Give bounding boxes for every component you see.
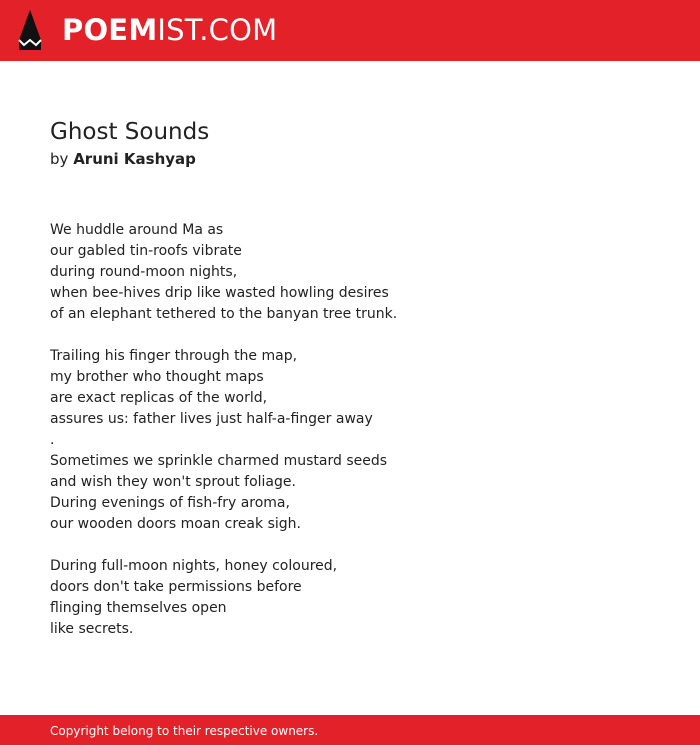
poem-body	[50, 220, 670, 640]
poem-line: and wish they won't sprout foliage.	[50, 474, 296, 490]
logo-light-part: IST.COM	[157, 13, 278, 47]
poem-content	[50, 117, 670, 640]
poem-title: Ghost Sounds	[50, 119, 210, 145]
stanza	[50, 556, 670, 640]
poem-line: during round-moon nights,	[50, 264, 238, 280]
poem-line: Sometimes we sprinkle charmed mustard seeds	[50, 453, 388, 469]
logo-bold-part: POEM	[62, 13, 158, 47]
copyright-text: Copyright belong to their respective owners.	[50, 724, 319, 738]
poem-line: .	[50, 432, 55, 448]
poem-line: our gabled tin-roofs vibrate	[50, 243, 242, 259]
poem-line: Trailing his finger through the map,	[50, 348, 298, 364]
pencil-tip-icon[interactable]	[18, 9, 42, 51]
poem-line: During full-moon nights, honey coloured,	[50, 558, 338, 574]
poem-line: our wooden doors moan creak sigh.	[50, 516, 301, 532]
poem-byline	[50, 148, 670, 170]
poem-line: flinging themselves open	[50, 600, 227, 616]
poem-line: We huddle around Ma as	[50, 222, 224, 238]
poem-line: my brother who thought maps	[50, 369, 264, 385]
site-footer	[0, 715, 700, 745]
poem-line: when bee-hives drip like wasted howling desires	[50, 285, 389, 301]
stanza	[50, 220, 670, 325]
stanza	[50, 346, 670, 535]
poem-line: are exact replicas of the world,	[50, 390, 268, 406]
poem-line: During evenings of fish-fry aroma,	[50, 495, 290, 511]
byline-prefix: by	[50, 150, 69, 168]
poem-line: assures us: father lives just half-a-finger away	[50, 411, 373, 427]
poem-line: of an elephant tethered to the banyan tree trunk.	[50, 306, 398, 322]
site-header	[0, 0, 700, 61]
poem-line: like secrets.	[50, 621, 134, 637]
site-logo[interactable]	[62, 12, 277, 48]
poem-line: doors don't take permissions before	[50, 579, 302, 595]
poem-author: Aruni Kashyap	[73, 150, 196, 168]
